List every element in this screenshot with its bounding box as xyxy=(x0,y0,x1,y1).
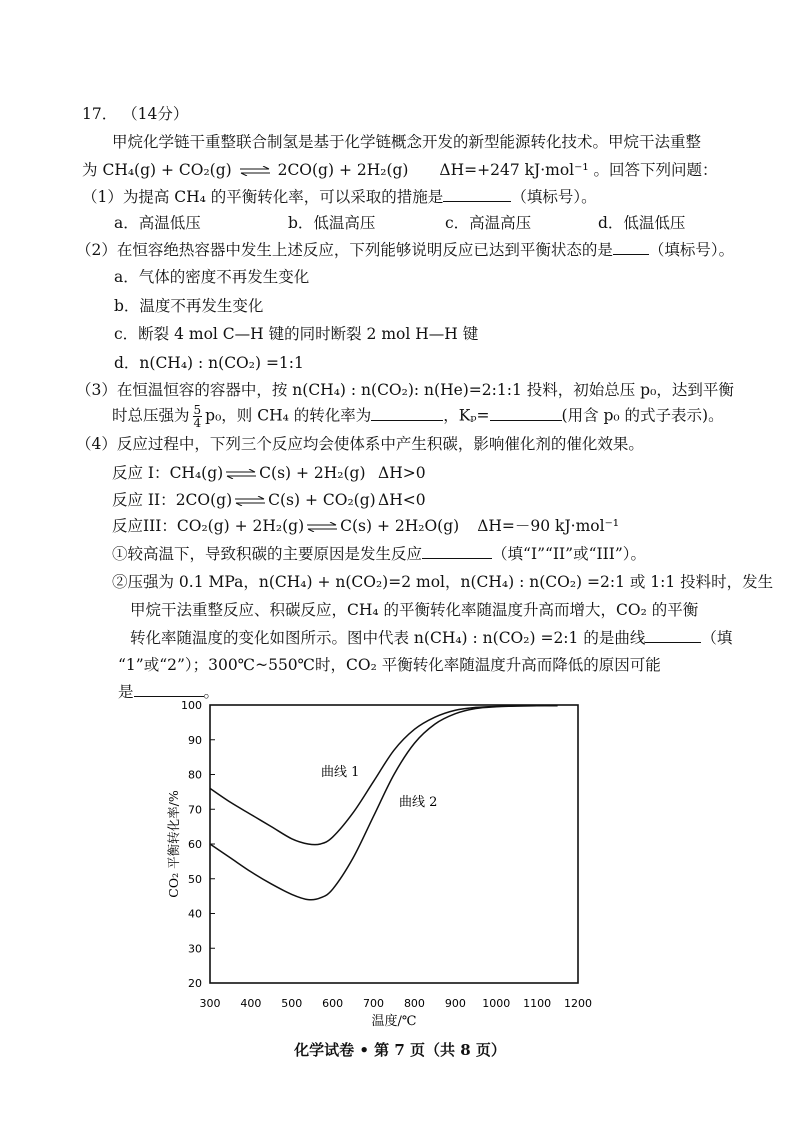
question-number: 17． xyxy=(82,105,118,123)
part1-tail: （填标号）。 xyxy=(511,188,597,206)
part3-text-a: 时总压强为 xyxy=(112,406,190,425)
question-header xyxy=(82,104,188,124)
part2-option-b: b．温度不再发生变化 xyxy=(114,297,264,315)
reaction-1-label: 反应 I： xyxy=(112,464,170,482)
x-tick-label: 900 xyxy=(444,997,466,1010)
part4-q1-tail: （填“I”“II”或“III”）。 xyxy=(492,545,647,563)
main-products: 2CO(g) + 2H₂(g) xyxy=(277,161,409,179)
equilibrium-arrow-icon xyxy=(225,469,257,479)
plot-frame xyxy=(210,705,578,983)
intro-prefix: 为 xyxy=(82,161,98,179)
x-tick-label: 400 xyxy=(240,997,262,1010)
part3-conversion-blank[interactable] xyxy=(371,406,443,421)
part4-q1-blank[interactable] xyxy=(422,544,492,559)
curve-1-label: 曲线 1 xyxy=(321,765,360,780)
reaction-3-label: 反应III： xyxy=(112,517,177,535)
page-footer: 化学试卷 • 第 7 页（共 8 页） xyxy=(294,1041,506,1059)
reaction-3-right: C(s) + 2H₂O(g) xyxy=(340,517,460,535)
part4-q2-line4: “1”或“2”）；300℃~550℃时，CO₂ 平衡转化率随温度升高而降低的原因可能 xyxy=(118,656,661,674)
series-line-curve-1 xyxy=(210,706,558,845)
part3-text-d: (用含 p₀ 的式子表示)。 xyxy=(561,406,724,425)
part3-text-b: p₀，则 CH₄ 的转化率为 xyxy=(205,406,372,425)
reaction-1-dh: ΔH>0 xyxy=(378,464,426,482)
x-tick-label: 500 xyxy=(281,997,303,1010)
part2-tail: （填标号）。 xyxy=(648,241,735,259)
part4-q2-line3-tail: （填 xyxy=(701,629,733,647)
x-tick-label: 700 xyxy=(363,997,385,1010)
question-points: （14分） xyxy=(122,105,189,123)
equilibrium-arrow-icon xyxy=(234,496,266,506)
x-tick-label: 800 xyxy=(403,997,425,1010)
part1-option-d: d．低温低压 xyxy=(598,214,686,232)
part4-q2-line5-text: 是 xyxy=(118,683,134,701)
fraction-denominator: 4 xyxy=(193,416,202,430)
reaction-2-label: 反应 II： xyxy=(112,491,176,509)
part4-q2-line3-text: 转化率随温度的变化如图所示。图中代表 n(CH₄) : n(CO₂) =2:1 的是曲线 xyxy=(130,629,646,647)
intro-line-1: 甲烷化学链干重整联合制氢是基于化学链概念开发的新型能源转化技术。甲烷干法重整 xyxy=(112,133,702,151)
part2-option-a: a．气体的密度不再发生变化 xyxy=(114,268,310,286)
equilibrium-arrow-icon xyxy=(306,522,338,532)
y-tick-label: 20 xyxy=(188,977,202,990)
part4-q1 xyxy=(112,544,646,564)
equilibrium-arrow-icon xyxy=(239,166,271,176)
fraction-numerator: 5 xyxy=(193,403,202,417)
part1-stem-text: （1）为提高 CH₄ 的平衡转化率，可以采取的措施是 xyxy=(82,188,444,206)
reaction-2-right: C(s) + CO₂(g) xyxy=(268,491,376,509)
main-dh: ΔH=+247 kJ·mol⁻¹ xyxy=(439,161,589,179)
intro-suffix: 。回答下列问题： xyxy=(593,161,718,179)
part1-answer-blank[interactable] xyxy=(443,187,511,202)
reaction-2 xyxy=(112,490,426,510)
reaction-3 xyxy=(112,516,619,536)
intro-line-2 xyxy=(82,160,718,180)
reaction-2-left: 2CO(g) xyxy=(175,491,233,509)
reaction-3-dh: ΔH=－90 kJ·mol⁻¹ xyxy=(477,517,619,535)
part3-line2 xyxy=(112,404,724,429)
part4-q2-line1: ②压强为 0.1 MPa，n(CH₄) + n(CO₂)=2 mol，n(CH₄) : n(CO₂) =2:1 或 1:1 投料时，发生 xyxy=(112,573,774,591)
part2-option-c: c．断裂 4 mol C—H 键的同时断裂 2 mol H—H 键 xyxy=(114,325,479,343)
curve-2-label: 曲线 2 xyxy=(399,795,438,810)
part3-line1: （3）在恒温恒容的容器中，按 n(CH₄) : n(CO₂): n(He)=2:1:1 投料，初始总压 p₀，达到平衡 xyxy=(76,381,734,399)
y-tick-label: 50 xyxy=(188,872,202,886)
reaction-1-left: CH₄(g) xyxy=(169,464,224,482)
part4-stem: （4）反应过程中，下列三个反应均会使体系中产生积碳，影响催化剂的催化效果。 xyxy=(76,435,644,453)
part2-option-d: d．n(CH₄) : n(CO₂) =1:1 xyxy=(114,354,304,372)
y-tick-label: 90 xyxy=(188,733,202,747)
y-tick-label: 40 xyxy=(188,907,202,921)
x-tick-label: 1000 xyxy=(482,997,511,1010)
part4-q1-text: ①较高温下，导致积碳的主要原因是发生反应 xyxy=(112,545,423,563)
part4-q2-curve-blank[interactable] xyxy=(645,628,701,643)
y-tick-label: 80 xyxy=(188,768,202,782)
part3-kp-blank[interactable] xyxy=(490,406,562,421)
five-fourths-fraction xyxy=(193,404,203,429)
conversion-chart xyxy=(160,695,600,1035)
part1-stem xyxy=(82,187,597,207)
reaction-1 xyxy=(112,463,426,483)
part1-option-b: b．低温高压 xyxy=(288,214,376,232)
part2-answer-blank[interactable] xyxy=(613,240,649,255)
y-tick-label: 100 xyxy=(181,699,202,712)
part4-q2-line3 xyxy=(130,628,732,648)
part1-option-a: a．高温低压 xyxy=(114,214,201,232)
y-tick-label: 30 xyxy=(188,942,202,956)
part2-stem xyxy=(76,240,734,260)
part2-stem-text: （2）在恒容绝热容器中发生上述反应，下列能够说明反应已达到平衡状态的是 xyxy=(76,241,613,259)
series-line-curve-2 xyxy=(210,706,558,900)
part4-q2-line5-tail: 。 xyxy=(203,683,220,701)
x-tick-label: 600 xyxy=(322,997,344,1010)
reaction-2-dh: ΔH<0 xyxy=(378,491,426,509)
part4-q2-line2: 甲烷干法重整反应、积碳反应，CH₄ 的平衡转化率随温度升高而增大，CO₂ 的平衡 xyxy=(130,601,699,619)
x-tick-label: 1200 xyxy=(564,997,592,1010)
y-tick-label: 70 xyxy=(188,803,202,817)
y-tick-label: 60 xyxy=(188,838,202,851)
part3-text-c: ，Kₚ= xyxy=(443,406,490,425)
part1-option-c: c．高温高压 xyxy=(445,214,532,232)
reaction-1-right: C(s) + 2H₂(g) xyxy=(259,464,366,482)
x-tick-label: 1100 xyxy=(523,997,552,1010)
x-axis-label: 温度/℃ xyxy=(371,1014,417,1029)
x-tick-label: 300 xyxy=(199,997,221,1010)
reaction-3-left: CO₂(g) + 2H₂(g) xyxy=(176,517,305,535)
y-axis-label: CO₂ 平衡转化率/% xyxy=(166,790,181,898)
main-reactants: CH₄(g) + CO₂(g) xyxy=(102,161,232,179)
